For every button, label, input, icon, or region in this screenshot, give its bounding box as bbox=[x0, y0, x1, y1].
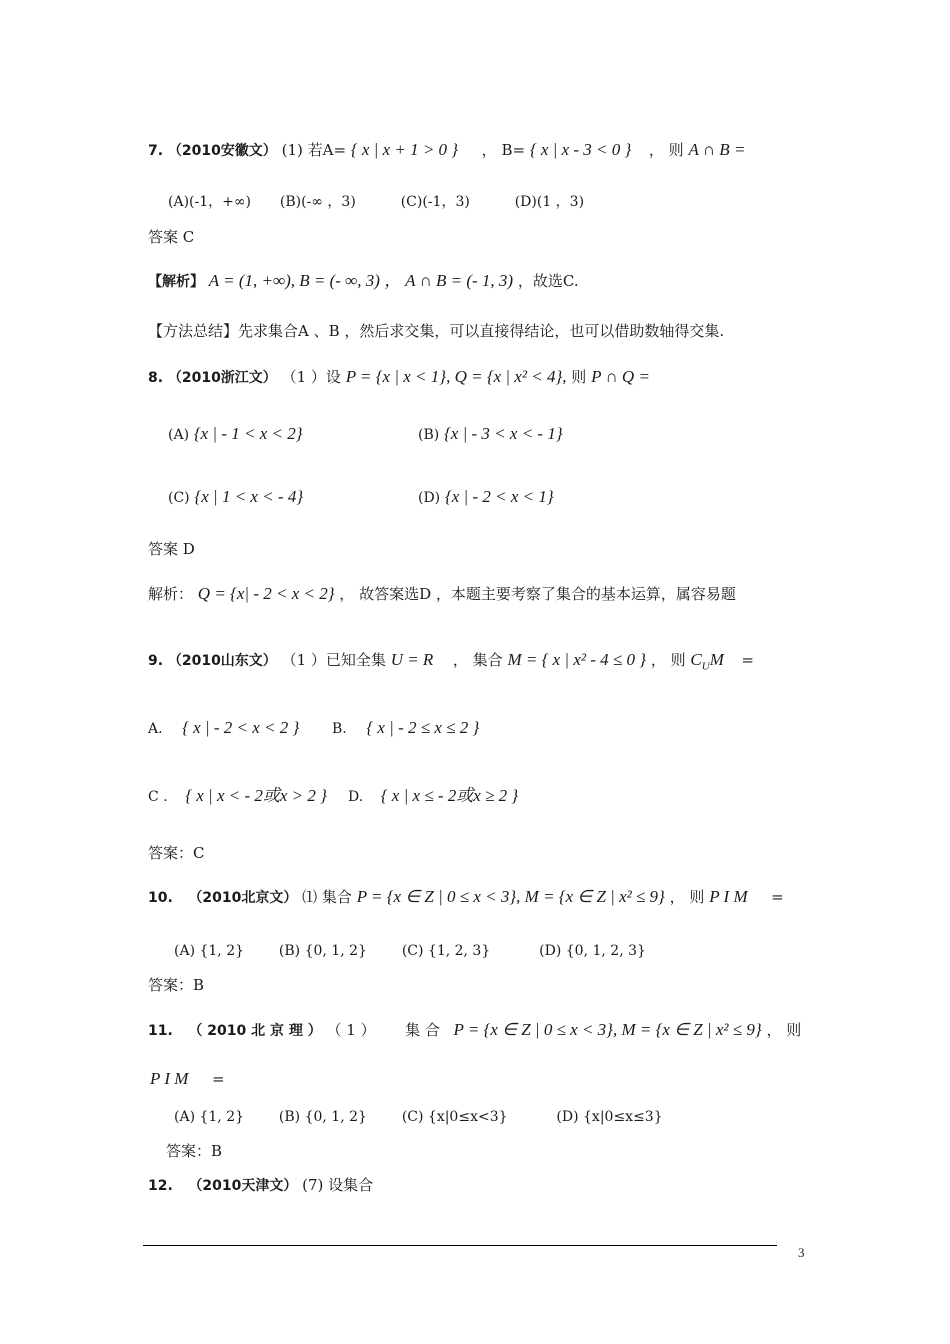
q7-method-summary: 【方法总结】先求集合A 、B ，然后求交集，可以直接得结论，也可以借助数轴得交集. bbox=[148, 322, 725, 340]
q9-option-b-label: B. bbox=[332, 721, 347, 737]
q8-option-a-value: {x | - 1 < x < 2} bbox=[193, 424, 303, 443]
q10-answer: 答案：B bbox=[148, 976, 205, 994]
q9-line bbox=[148, 649, 754, 677]
q9-answer: 答案：C bbox=[148, 844, 205, 862]
q8-analysis-expr: Q = {x| - 2 < x < 2} bbox=[197, 584, 335, 603]
q8-part: （1 ）设 bbox=[281, 368, 341, 386]
q9-expr: U = R bbox=[390, 650, 434, 669]
q7-line bbox=[148, 139, 745, 162]
q10-options bbox=[174, 940, 646, 962]
q12-number: 12. bbox=[148, 1178, 173, 1194]
q7-source: （2010安徽文） bbox=[167, 143, 277, 159]
q8-analysis-label: 解析： bbox=[148, 585, 194, 603]
q7-analysis-expr: A = (1, +∞), B = (- ∞, 3) ， A ∩ B = (- 1, 3) bbox=[208, 271, 514, 290]
q8-option-a-label: (A) bbox=[168, 427, 190, 443]
q11-expr: P = {x ∈ Z | 0 ≤ x < 3}, M = {x ∈ Z | x² ≤ 9} bbox=[453, 1020, 762, 1039]
q9-option-a bbox=[148, 717, 299, 740]
q11-expr2: P I M bbox=[150, 1069, 189, 1088]
q9-source: （2010山东文） bbox=[167, 653, 277, 669]
q7-option-c: (C)(-1，3) bbox=[400, 194, 470, 210]
q12-source: （2010天津文） bbox=[188, 1178, 298, 1194]
q7-tail: ， 则 bbox=[648, 141, 684, 159]
q9-option-a-label: A. bbox=[148, 721, 163, 737]
q10-option-d: (D) {0, 1, 2, 3} bbox=[539, 943, 646, 959]
q11-source: （ 2010 北 京 理 ） bbox=[188, 1023, 322, 1039]
q7-answer: 答案 C bbox=[148, 228, 195, 246]
q8-option-c-label: (C) bbox=[168, 490, 190, 506]
q8-analysis-tail: ， 故答案选D ，本题主要考察了集合的基本运算，属容易题 bbox=[339, 585, 736, 603]
q8-option-d bbox=[418, 486, 554, 509]
q7-part: (1) 若A= bbox=[281, 141, 347, 159]
q11-part2: 集 合 bbox=[405, 1021, 440, 1039]
q8-expr: P = {x | x < 1}, Q = {x | x² < 4}, bbox=[345, 367, 567, 386]
q8-option-c bbox=[168, 486, 303, 509]
q8-number: 8. bbox=[148, 370, 164, 386]
q11-option-b: (B) {0, 1, 2} bbox=[278, 1109, 367, 1125]
q11-number: 11. bbox=[148, 1023, 173, 1039]
q11-option-d: (D) {x|0≤x≤3} bbox=[556, 1109, 663, 1125]
q12-line bbox=[148, 1174, 373, 1197]
q9-option-b bbox=[332, 717, 479, 740]
q7-mid: ， B= bbox=[481, 141, 526, 159]
q7-analysis-tail: ，故选C. bbox=[517, 272, 579, 290]
q8-line bbox=[148, 366, 650, 389]
q10-expr: P = {x ∈ Z | 0 ≤ x < 3}, M = {x ∈ Z | x² ≤ 9} bbox=[356, 887, 665, 906]
q7-option-d: (D)(1 ，3) bbox=[514, 194, 585, 210]
q7-analysis bbox=[148, 270, 579, 293]
q9-expr3 bbox=[690, 650, 724, 673]
q8-analysis bbox=[148, 583, 736, 605]
q7-number: 7. bbox=[148, 143, 164, 159]
q7-set-b: { x | x - 3 < 0 } bbox=[529, 140, 632, 159]
q10-line bbox=[148, 886, 784, 909]
q10-option-b: (B) {0, 1, 2} bbox=[278, 943, 367, 959]
q11-options bbox=[174, 1106, 663, 1128]
q9-mid: ， 集合 bbox=[452, 651, 503, 669]
q9-tail: ， 则 bbox=[650, 651, 686, 669]
q11-option-c: (C) {x|0≤x<3} bbox=[401, 1109, 508, 1125]
q8-expr2: P ∩ Q = bbox=[591, 367, 650, 386]
q9-option-d bbox=[348, 785, 518, 808]
q9-eq: = bbox=[741, 651, 754, 669]
q11-line2 bbox=[150, 1068, 225, 1090]
q9-option-b-value: { x | - 2 ≤ x ≤ 2 } bbox=[366, 718, 480, 737]
q10-tail: ， 则 bbox=[669, 888, 705, 906]
q8-option-b-label: (B) bbox=[418, 427, 440, 443]
q9-part: （1 ）已知全集 bbox=[281, 651, 386, 669]
q10-option-c: (C) {1, 2, 3} bbox=[401, 943, 491, 959]
q10-part: ⑴ 集合 bbox=[302, 888, 352, 906]
q9-expr2: M = { x | x² - 4 ≤ 0 } bbox=[507, 650, 647, 669]
q8-option-b bbox=[418, 423, 563, 446]
q10-number: 10. bbox=[148, 890, 173, 906]
q9-complement-c: C bbox=[690, 650, 702, 669]
q8-tail: 则 bbox=[571, 368, 587, 386]
q9-option-d-label: D. bbox=[348, 789, 364, 805]
q12-part: (7) 设集合 bbox=[302, 1176, 374, 1194]
q11-part: （ 1 ） bbox=[326, 1021, 376, 1039]
q9-option-d-value: { x | x ≤ - 2或x ≥ 2 } bbox=[380, 786, 519, 805]
q9-option-c-value: { x | x < - 2或x > 2 } bbox=[185, 786, 327, 805]
q11-tail: ， 则 bbox=[766, 1021, 802, 1039]
q10-eq: = bbox=[771, 888, 784, 906]
q9-number: 9. bbox=[148, 653, 164, 669]
q8-option-c-value: {x | 1 < x < - 4} bbox=[194, 487, 304, 506]
q7-option-a: (A)(-1，+∞) bbox=[168, 194, 251, 210]
q8-option-a bbox=[168, 423, 303, 446]
q9-complement-sub: U bbox=[701, 660, 710, 673]
q7-option-b: (B)(-∞ ，3) bbox=[279, 194, 356, 210]
q11-eq: = bbox=[211, 1070, 225, 1088]
q8-source: （2010浙江文） bbox=[167, 370, 277, 386]
q7-set-a: { x | x + 1 > 0 } bbox=[350, 140, 459, 159]
footer-divider bbox=[143, 1245, 777, 1246]
q8-option-d-label: (D) bbox=[418, 490, 441, 506]
page-number: 3 bbox=[798, 1245, 805, 1260]
q10-option-a: (A) {1, 2} bbox=[174, 943, 245, 959]
q7-expr: A ∩ B = bbox=[688, 140, 746, 159]
q8-answer: 答案 D bbox=[148, 540, 195, 558]
q8-option-d-value: {x | - 2 < x < 1} bbox=[444, 487, 554, 506]
q9-option-c bbox=[148, 785, 327, 808]
q9-option-a-value: { x | - 2 < x < 2 } bbox=[182, 718, 300, 737]
q10-expr2: P I M bbox=[709, 887, 748, 906]
q7-options bbox=[168, 191, 584, 213]
q11-option-a: (A) {1, 2} bbox=[174, 1109, 245, 1125]
q10-source: （2010北京文） bbox=[188, 890, 298, 906]
q7-analysis-label: 【解析】 bbox=[148, 274, 204, 290]
q11-answer: 答案：B bbox=[166, 1142, 223, 1160]
q9-option-c-label: C . bbox=[148, 789, 168, 805]
q9-complement-m: M bbox=[709, 650, 724, 669]
q8-option-b-value: {x | - 3 < x < - 1} bbox=[444, 424, 563, 443]
q11-line bbox=[148, 1019, 801, 1042]
